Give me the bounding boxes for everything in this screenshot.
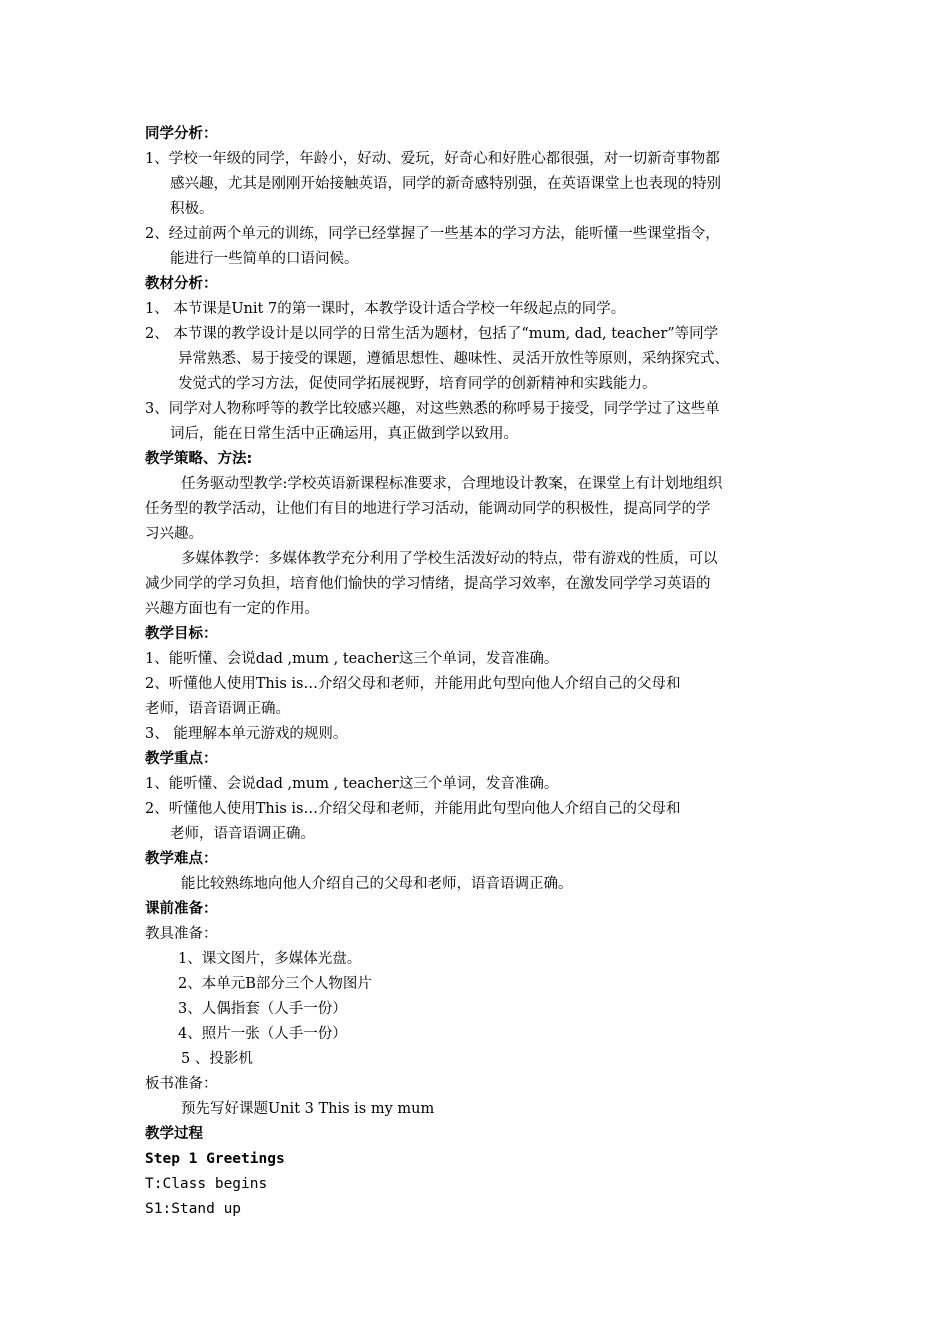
section-heading-preparation: 课前准备： [145,901,218,917]
paragraph-line: 任务驱动型教学:学校英语新课程标准要求，合理地设计教案，在课堂上有计划地组织 [181,476,723,492]
section-heading-student-analysis: 同学分析： [145,126,218,142]
list-item: 2、经过前两个单元的训练，同学已经掌握了一些基本的学习方法，能听懂一些课堂指令， [145,226,720,242]
list-item: 3、同学对人物称呼等的教学比较感兴趣，对这些熟悉的称呼易于接受，同学学过了这些单 [145,401,720,417]
list-item: 1、学校一年级的同学，年龄小，好动、爱玩，好奇心和好胜心都很强，对一切新奇事物都 [145,151,720,167]
section-heading-objectives: 教学目标： [145,626,218,642]
section-heading-strategy: 教学策略、方法: [145,451,253,467]
paragraph-line: 能比较熟练地向他人介绍自己的父母和老师，语音语调正确。 [181,876,573,892]
paragraph-line: 减少同学的学习负担，培育他们愉快的学习情绪，提高学习效率，在激发同学学习英语的 [145,576,711,592]
list-item-continuation: 感兴趣，尤其是刚刚开始接触英语，同学的新奇感特别强，在英语课堂上也表现的特别 [170,176,721,192]
sub-heading-teaching-aids: 教具准备： [145,926,218,942]
list-item: 2、听懂他人使用This is…介绍父母和老师，并能用此句型向他人介绍自己的父母和 [145,676,681,692]
list-item-continuation: 老师，语音语调正确。 [145,701,290,717]
sub-heading-blackboard: 板书准备： [145,1076,218,1092]
document-page [145,122,810,1222]
section-heading-material-analysis: 教材分析： [145,276,218,292]
list-item: 2、听懂他人使用This is…介绍父母和老师，并能用此句型向他人介绍自己的父母和 [145,801,681,817]
section-heading-key-points: 教学重点： [145,751,218,767]
step-heading: Step 1 Greetings [145,1151,285,1167]
list-item: 2、 本节课的教学设计是以同学的日常生活为题材，包括了“mum, dad, teacher”等同学 [145,326,719,342]
list-item-continuation: 积极。 [170,201,214,217]
list-item: 3、人偶指套（人手一份） [178,1001,347,1017]
list-item: 1、能听懂、会说dad ,mum , teacher这三个单词，发音准确。 [145,651,559,667]
section-heading-difficulties: 教学难点： [145,851,218,867]
paragraph-line: 预先写好课题Unit 3 This is my mum [181,1101,435,1117]
list-item: 5 、投影机 [181,1051,253,1067]
list-item: 3、 能理解本单元游戏的规则。 [145,726,348,742]
list-item-continuation: 老师，语音语调正确。 [170,826,315,842]
list-item-continuation: 异常熟悉、易于接受的课题，遵循思想性、趣味性、灵活开放性等原则，采纳探究式、 [178,351,729,367]
paragraph-line: 习兴趣。 [145,526,203,542]
dialogue-line: T:Class begins [145,1176,268,1192]
list-item: 1、能听懂、会说dad ,mum , teacher这三个单词，发音准确。 [145,776,559,792]
paragraph-line: 任务型的教学活动，让他们有目的地进行学习活动，能调动同学的积极性，提高同学的学 [145,501,711,517]
list-item-continuation: 能进行一些简单的口语问候。 [170,251,359,267]
section-heading-teaching-process: 教学过程 [145,1126,203,1142]
list-item: 1、课文图片，多媒体光盘。 [178,951,362,967]
paragraph-line: 多媒体教学：多媒体教学充分利用了学校生活泼好动的特点，带有游戏的性质，可以 [181,551,718,567]
list-item-continuation: 发觉式的学习方法，促使同学拓展视野，培育同学的创新精神和实践能力。 [178,376,657,392]
dialogue-line: S1:Stand up [145,1201,242,1217]
list-item: 2、本单元B部分三个人物图片 [178,976,372,992]
list-item: 4、照片一张（人手一份） [178,1026,347,1042]
paragraph-line: 兴趣方面也有一定的作用。 [145,601,319,617]
list-item: 1、 本节课是Unit 7的第一课时，本教学设计适合学校一年级起点的同学。 [145,301,626,317]
list-item-continuation: 词后，能在日常生活中正确运用，真正做到学以致用。 [170,426,518,442]
